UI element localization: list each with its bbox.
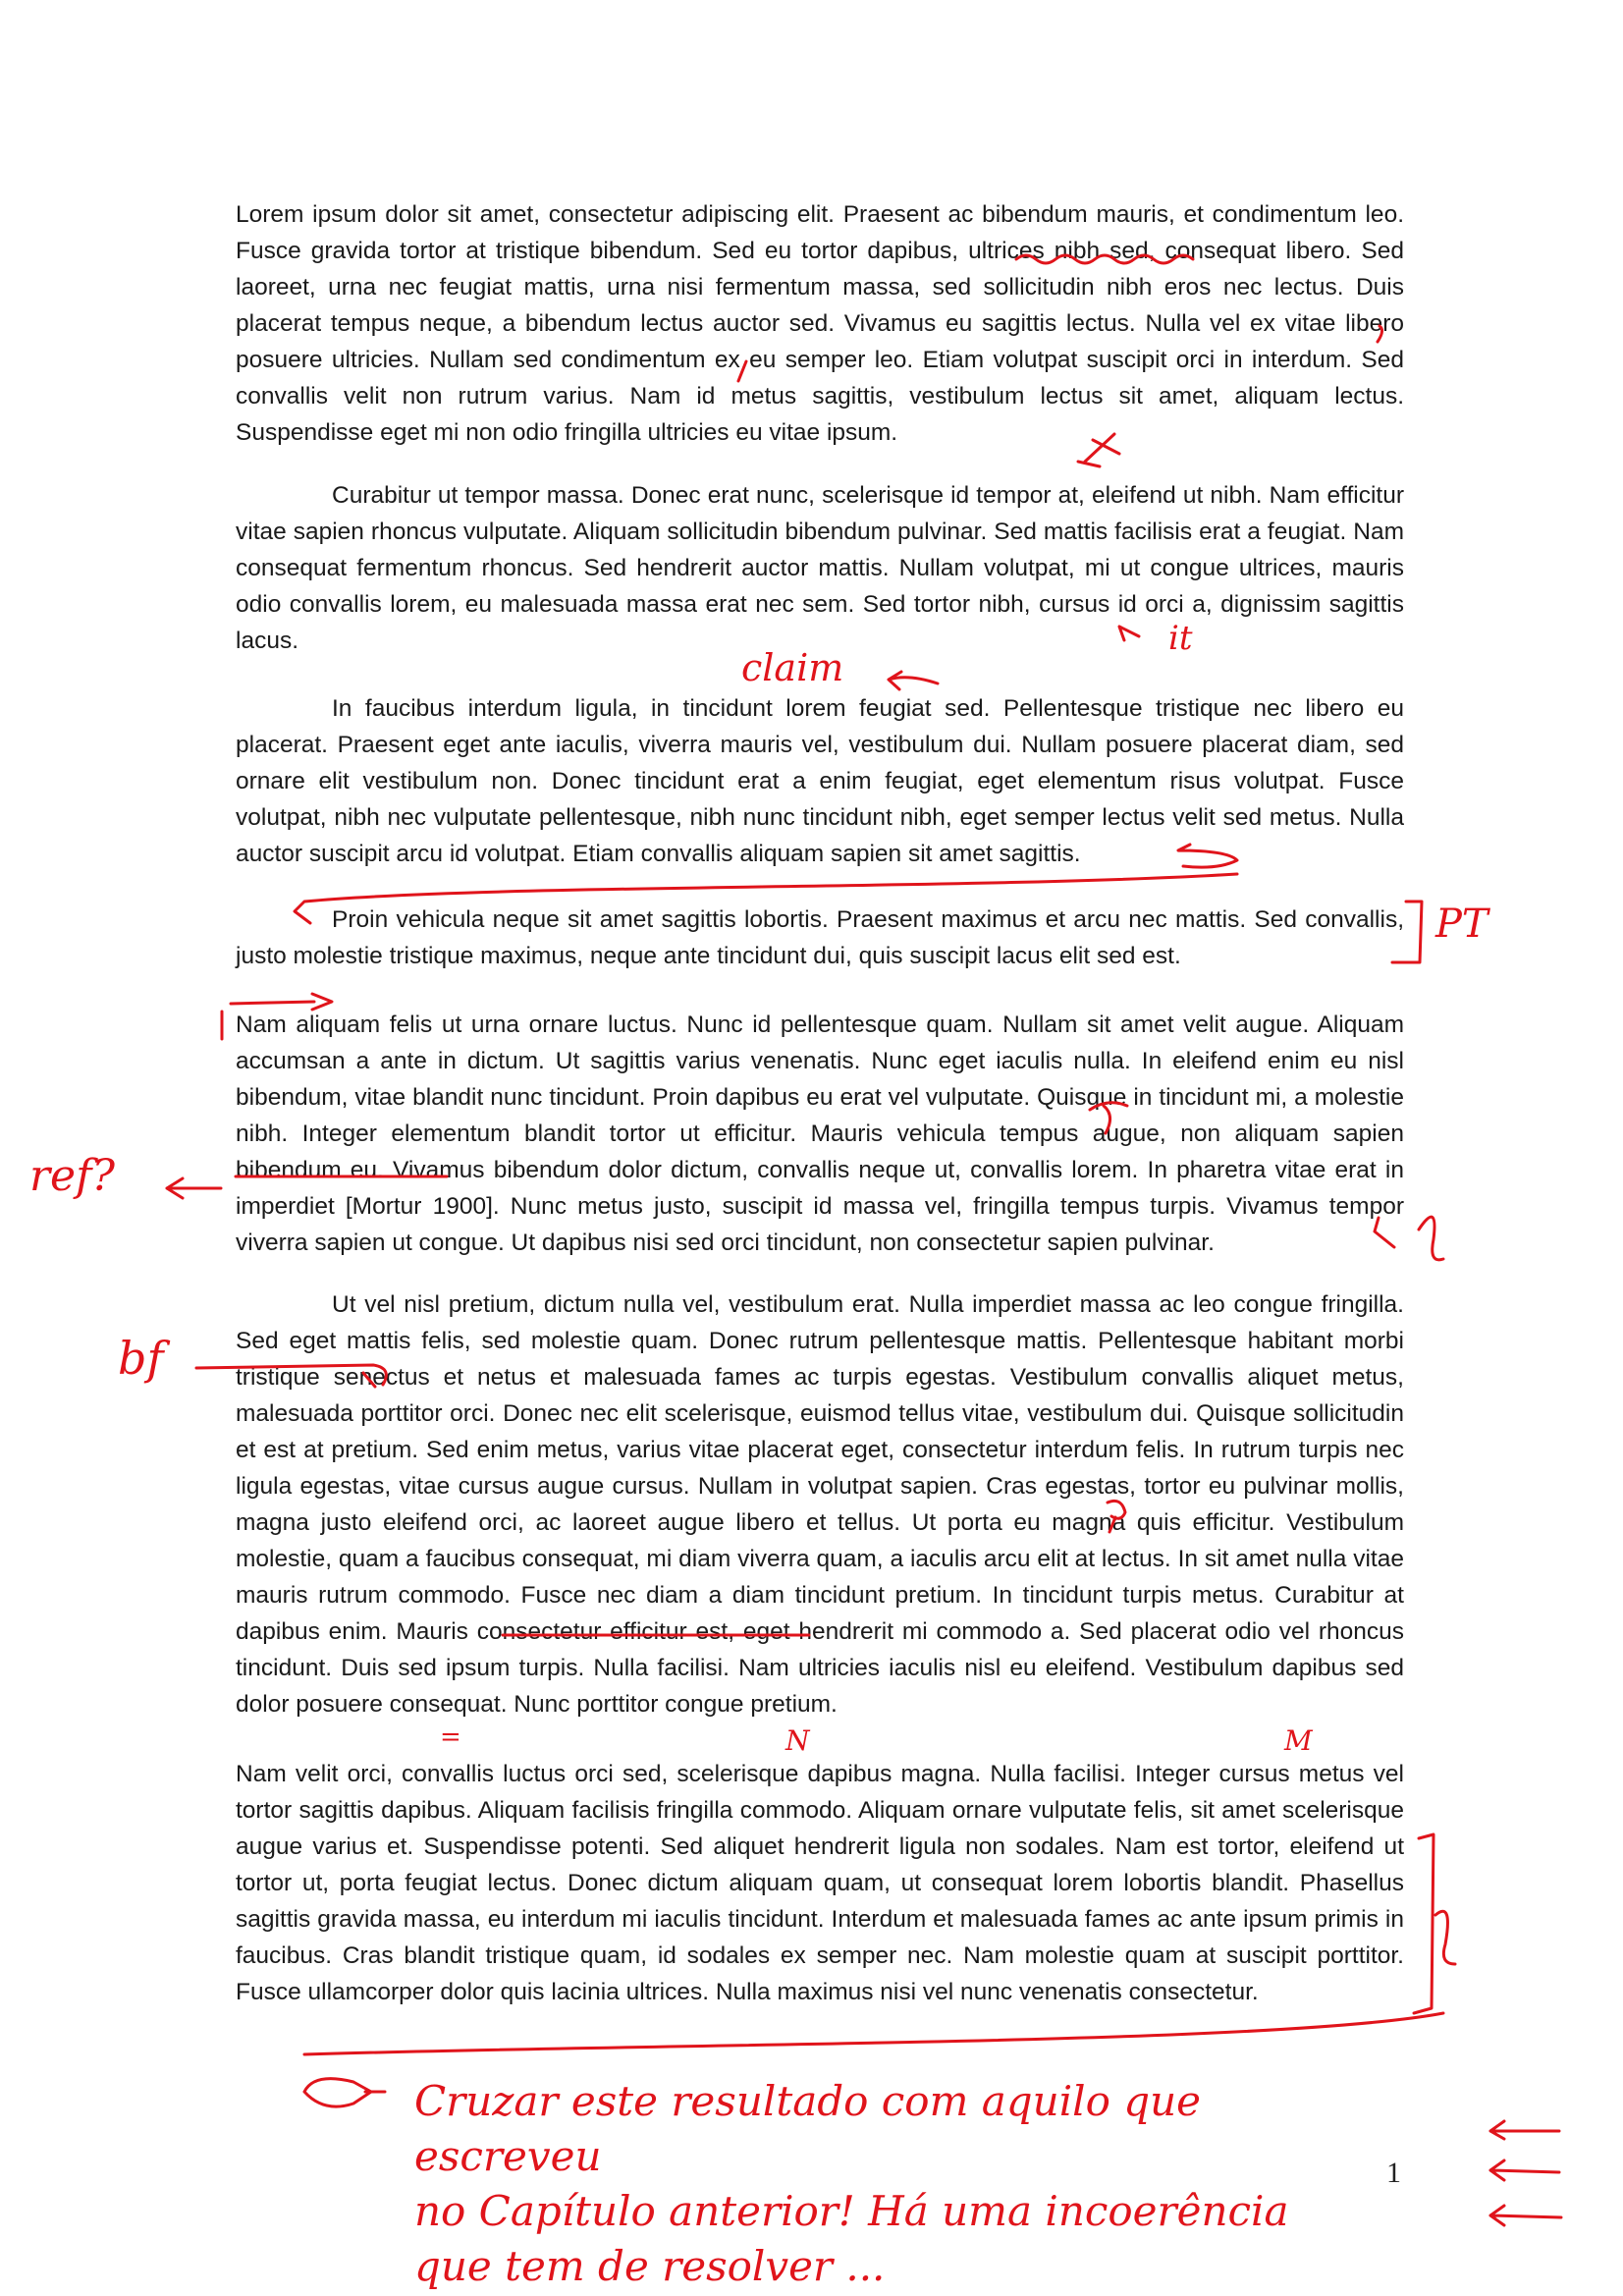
ref-arrow <box>167 1178 221 1198</box>
paragraph-2: Curabitur ut tempor massa. Donec erat nunc, scelerisque id tempor at, eleifend ut nibh. Nam efficitur vitae sapien rhoncus vulputate. Aliquam sollicitudin bibendum pulvinar. Sed mattis facilisis erat a feugiat. Nam consequat fermentum rhoncus. Sed hendrerit auctor mattis. Nullam volutpat, mi ut congue ultrices, mauris odio convallis lorem, eu malesuada massa erat nec sem. Sed tortor nibh, cursus id orci a, dignissim sagittis lacus. <box>236 482 1404 654</box>
paragraph-4: Proin vehicula neque sit amet sagittis lobortis. Praesent maximus et arcu nec mattis. Sed convallis, justo molestie tristique maximus, neque ante tincidunt dui, quis suscipit lacus elit sed est. <box>236 906 1404 969</box>
closing-line <box>304 2013 1443 2054</box>
paragraph-7: Nam velit orci, convallis luctus orci sed, scelerisque dapibus magna. Nulla facilisi. Integer cursus metus vel tortor sagittis dapibus. Aliquam facilisis fringilla commodo. Aliquam ornare vulputate felis, sit amet scelerisque augue varius et. Suspendisse potenti. Sed aliquet hendrerit ligula non sodales. Nam est tortor, eleifend ut tortor ut, porta feugiat lectus. Donec dictum aliquam quam, ut consequat lorem lobortis blandit. Phasellus sagittis gravida massa, eu interdum mi iaculis tincidunt. Interdum et malesuada fames ac ante ipsum primis in faucibus. Cras blandit tristique quam, id sodales ex semper nec. Nam molestie quam at suscipit porttitor. Fusce ullamcorper dolor quis lacinia ultrices. Nulla maximus nisi vel nunc venenatis consectetur. <box>236 1761 1404 2005</box>
note-line-1: Cruzar este resultado com aquilo que escreveu <box>414 2077 1202 2180</box>
margin-arrow-1 <box>1490 2121 1559 2139</box>
annotation-m: M <box>1284 1724 1313 1757</box>
margin-arrow-2 <box>1490 2160 1559 2180</box>
paragraph-6: Ut vel nisl pretium, dictum nulla vel, vestibulum erat. Nulla imperdiet massa ac leo congue fringilla. Sed eget mattis felis, sed molestie quam. Donec rutrum pellentesque mattis. Pellentesque habitant morbi tristique senectus et netus et malesuada fames ac turpis egestas. Vestibulum convallis aliquet metus, malesuada porttitor orci. Donec nec elit scelerisque, euismod tellus vitae, vestibulum dui. Quisque sollicitudin et est at pretium. Sed enim metus, varius vitae placerat eget, consectetur interdum felis. In rutrum turpis nec ligula egestas, vitae cursus augue cursus. Nullam in volutpat sapien. Cras egestas, tortor eu pulvinar mollis, magna justo eleifend orci, ac laoreet augue libero et tellus. Ut porta eu magna quis efficitur. Vestibulum molestie, quam a faucibus consequat, mi diam viverra quam, a iaculis arcu elit at lectus. In sit amet nulla vitae mauris rutrum commodo. Fusce nec diam a diam tincidunt pretium. In tincidunt turpis metus. Curabitur at dapibus enim. Mauris consectetur efficitur est, eget hendrerit mi commodo a. Sed placerat odio vel rhoncus tincidunt. Duis sed ipsum turpis. Nulla facilisi. Nam ultricies iaculis nisl eu eleifend. Vestibulum dapibus sed dolor posuere consequat. Nunc porttitor congue pretium. <box>236 1291 1404 1718</box>
paragraph-3: In faucibus interdum ligula, in tincidunt lorem feugiat sed. Pellentesque tristique nec libero eu placerat. Praesent eget ante iaculis, viverra mauris vel, vestibulum dui. Nullam posuere placerat diam, sed ornare elit vestibulum non. Donec tincidunt erat a enim feugiat, eget elementum risus volutpat. Fusce volutpat, nibh nec vulputate pellentesque, nibh nunc tincidunt nibh, eget semper lectus velit sed metus. Nulla auctor suscipit arcu id volutpat. Etiam convallis aliquam sapien sit amet sagittis. <box>236 695 1404 867</box>
note-arrow <box>304 2079 385 2106</box>
note-line-2: no Capítulo anterior! Há uma incoerência <box>414 2187 1289 2235</box>
note-line-3: que tem de resolver ... <box>414 2242 886 2290</box>
annotation-it: it <box>1168 619 1193 658</box>
arrow-claim <box>889 672 938 689</box>
annotation-eq: = <box>440 1722 461 1752</box>
handwritten-note <box>414 2074 1396 2294</box>
margin-arrow-3 <box>1490 2206 1561 2225</box>
right-brace <box>1414 1834 1455 2013</box>
annotation-bf: bf <box>118 1332 164 1385</box>
page-number: 1 <box>1386 2157 1401 2189</box>
annotation-ref: ref? <box>29 1151 115 1201</box>
paragraph-1: Lorem ipsum dolor sit amet, consectetur adipiscing elit. Praesent ac bibendum mauris, et condimentum leo. Fusce gravida tortor at tristique bibendum. Sed eu tortor dapibus, ultrices nibh sed, consequat libero. Sed laoreet, urna nec feugiat mattis, urna nisi fermentum massa, sed sollicitudin nibh eros nec lectus. Duis placerat tempus neque, a bibendum lectus auctor sed. Vivamus eu sagittis lectus. Nulla vel ex vitae libero posuere ultricies. Nullam sed condimentum ex eu semper leo. Etiam volutpat suscipit orci in interdum. Sed convallis velit non rutrum varius. Nam id metus sagittis, vestibulum lectus sit amet, aliquam lectus. Suspendisse eget mi non odio fringilla ultricies eu vitae ipsum. <box>236 201 1404 446</box>
annotation-pt: PT <box>1435 902 1488 947</box>
annotation-n: N <box>785 1724 810 1757</box>
paragraph-5: Nam aliquam felis ut urna ornare luctus. Nunc id pellentesque quam. Nullam sit amet velit augue. Aliquam accumsan a ante in dictum. Ut sagittis varius venenatis. Nunc eget iaculis nulla. In eleifend enim eu nisl bibendum, vitae blandit nunc tincidunt. Proin dapibus eu erat vel vulputate. Quisque in tincidunt mi, a molestie nibh. Integer elementum blandit tortor ut efficitur. Mauris vehicula tempus augue, non aliquam sapien bibendum eu. Vivamus bibendum dolor dictum, convallis neque ut, convallis lorem. In pharetra vitae erat in imperdiet [Mortur 1900]. Nunc metus justo, suscipit id massa vel, fringilla tempus turpis. Vivamus tempor viverra sapien ut congue. Ut dapibus nisi sed orci tincidunt, non consectetur sapien pulvinar. <box>236 1011 1404 1256</box>
annotation-claim: claim <box>741 646 844 689</box>
